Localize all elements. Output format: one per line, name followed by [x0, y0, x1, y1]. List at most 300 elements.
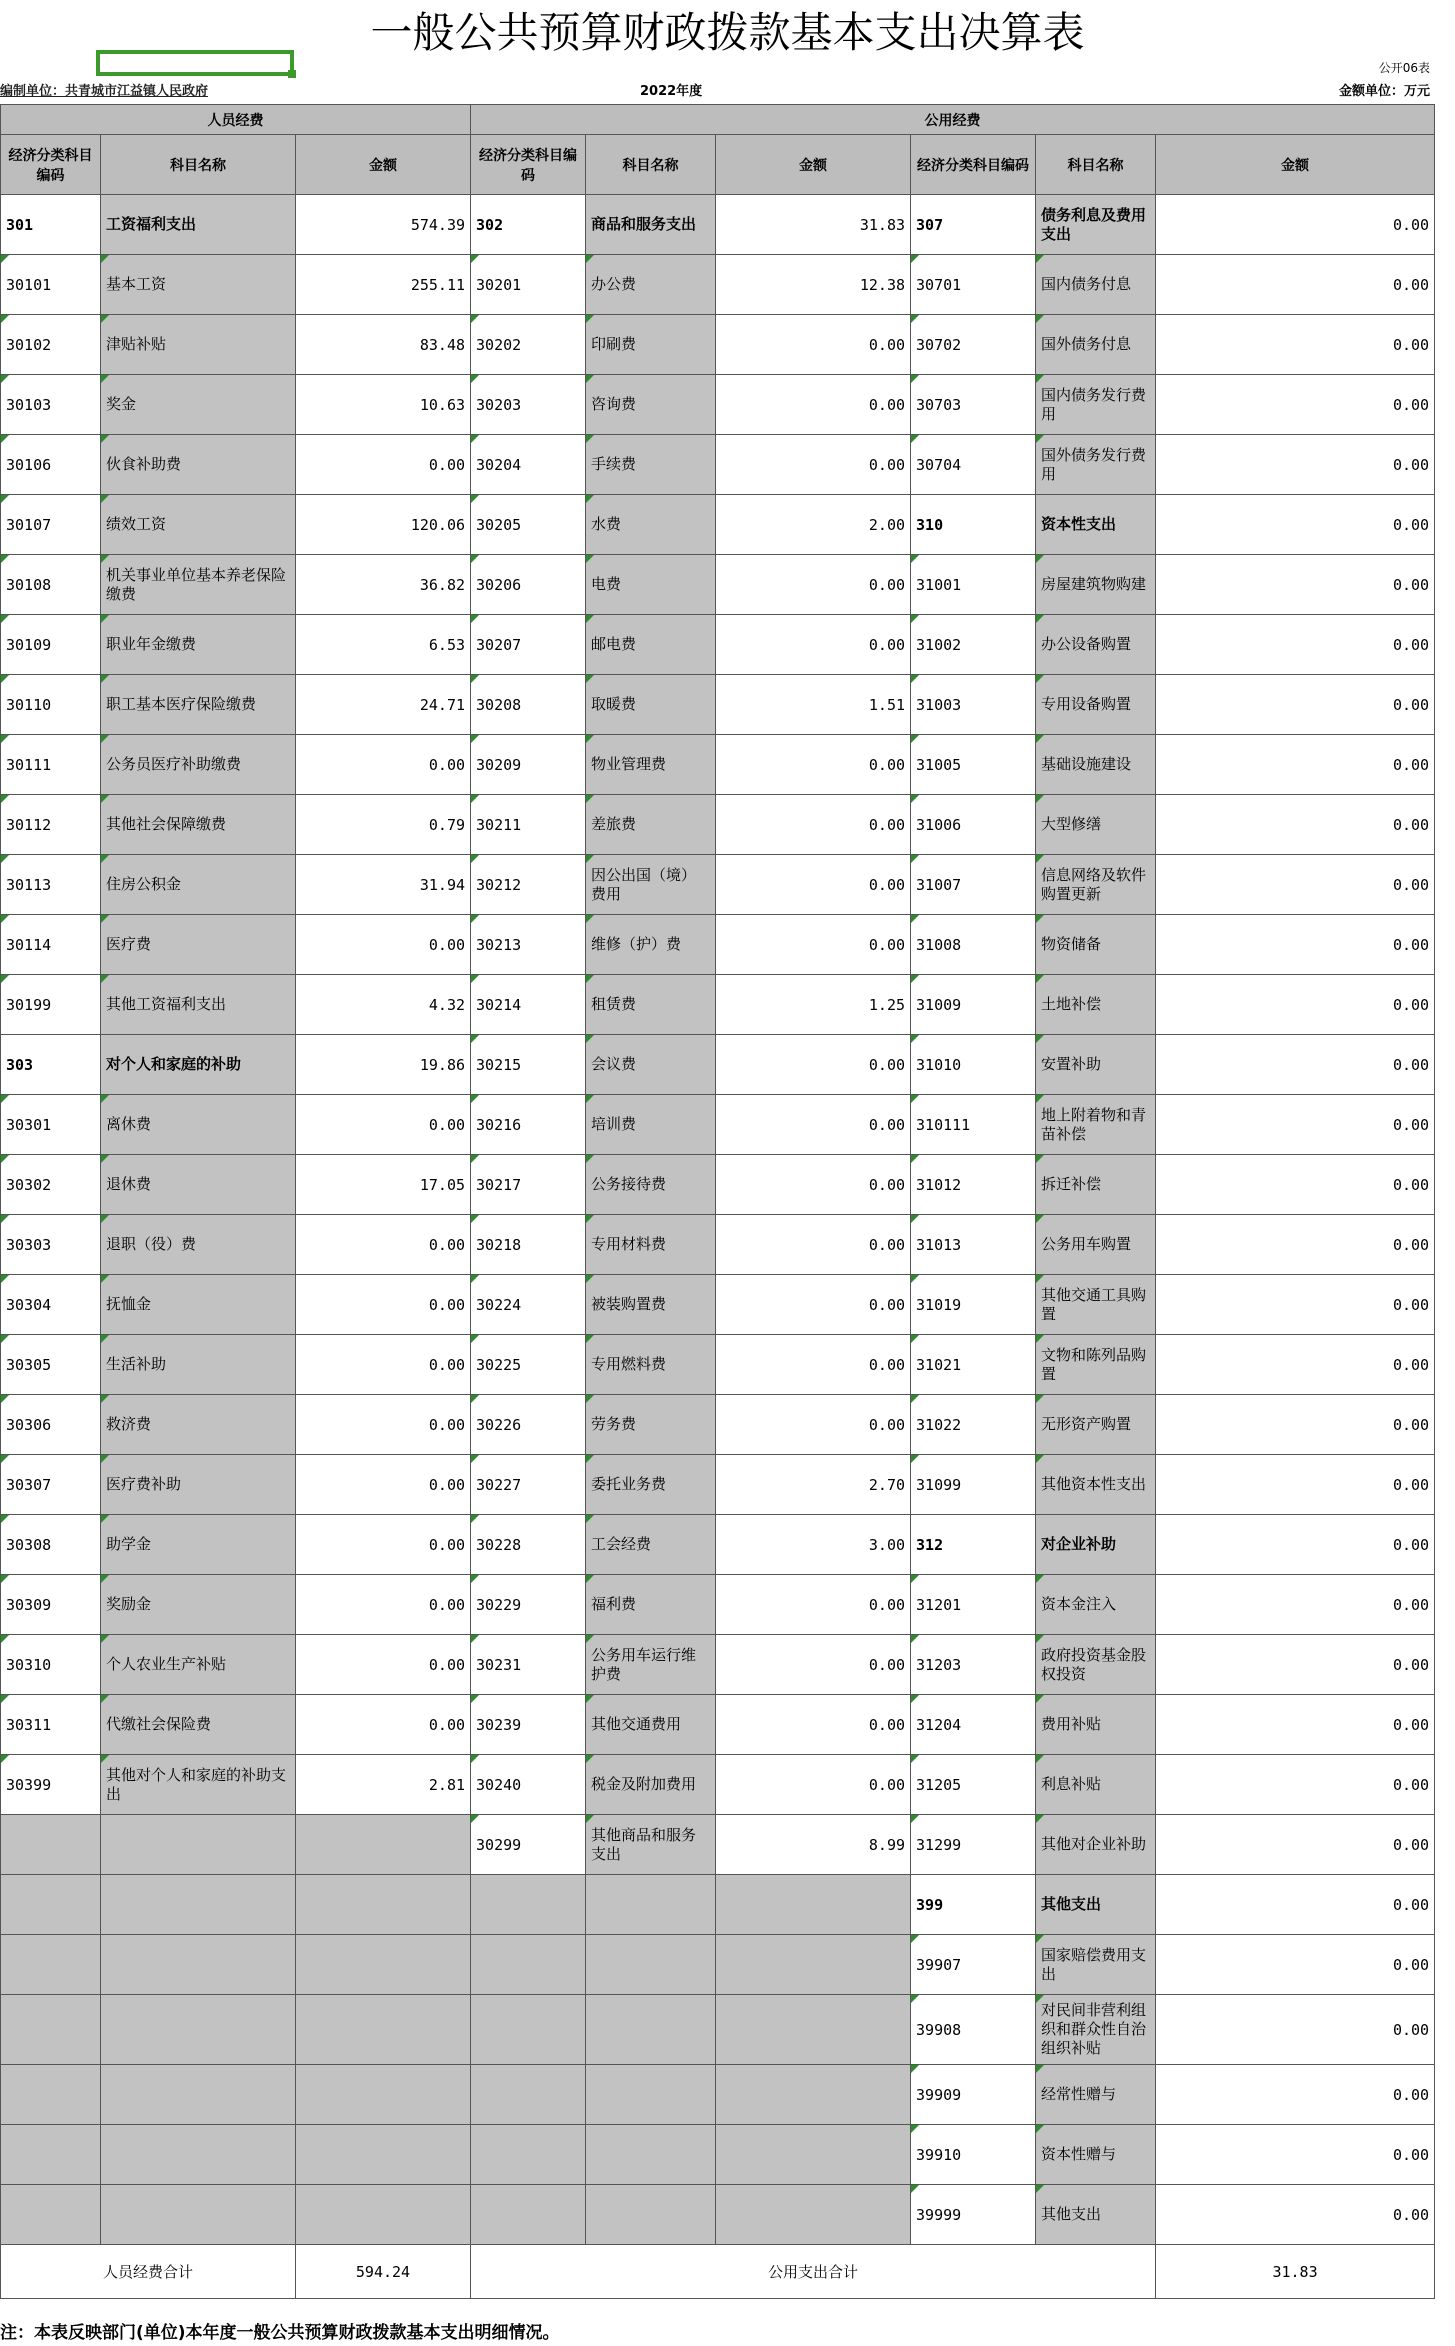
item-name-cell[interactable]: 维修（护）费 [586, 915, 716, 975]
item-name-cell[interactable]: 物业管理费 [586, 735, 716, 795]
amount-cell[interactable]: 0.00 [1156, 1395, 1435, 1455]
amount-cell[interactable]: 17.05 [296, 1155, 471, 1215]
amount-cell[interactable]: 0.00 [716, 855, 911, 915]
amount-cell[interactable]: 0.00 [1156, 195, 1435, 255]
item-name-cell[interactable]: 资本性赠与 [1036, 2125, 1156, 2185]
amount-cell[interactable]: 0.00 [1156, 1215, 1435, 1275]
amount-cell[interactable] [296, 1875, 471, 1935]
code-cell[interactable] [471, 2125, 586, 2185]
amount-cell[interactable] [716, 2125, 911, 2185]
item-name-cell[interactable]: 国内债务发行费用 [1036, 375, 1156, 435]
code-cell[interactable]: 399 [911, 1875, 1036, 1935]
code-cell[interactable]: 30111 [1, 735, 101, 795]
amount-cell[interactable]: 0.00 [716, 375, 911, 435]
amount-cell[interactable]: 0.00 [1156, 975, 1435, 1035]
amount-cell[interactable]: 6.53 [296, 615, 471, 675]
amount-cell[interactable]: 1.25 [716, 975, 911, 1035]
amount-cell[interactable]: 0.79 [296, 795, 471, 855]
amount-cell[interactable]: 0.00 [296, 735, 471, 795]
amount-cell[interactable]: 0.00 [296, 1095, 471, 1155]
code-cell[interactable]: 30399 [1, 1755, 101, 1815]
code-cell[interactable]: 30701 [911, 255, 1036, 315]
code-cell[interactable]: 30208 [471, 675, 586, 735]
item-name-cell[interactable]: 取暖费 [586, 675, 716, 735]
item-name-cell[interactable]: 劳务费 [586, 1395, 716, 1455]
amount-cell[interactable]: 0.00 [296, 1635, 471, 1695]
amount-cell[interactable]: 0.00 [296, 915, 471, 975]
item-name-cell[interactable]: 会议费 [586, 1035, 716, 1095]
code-cell[interactable]: 30103 [1, 375, 101, 435]
amount-cell[interactable]: 0.00 [1156, 1155, 1435, 1215]
amount-cell[interactable]: 0.00 [716, 615, 911, 675]
amount-cell[interactable] [716, 2065, 911, 2125]
code-cell[interactable]: 31201 [911, 1575, 1036, 1635]
code-cell[interactable]: 30306 [1, 1395, 101, 1455]
item-name-cell[interactable]: 土地补偿 [1036, 975, 1156, 1035]
code-cell[interactable]: 31009 [911, 975, 1036, 1035]
amount-cell[interactable] [296, 2125, 471, 2185]
code-cell[interactable]: 30304 [1, 1275, 101, 1335]
item-name-cell[interactable]: 工资福利支出 [101, 195, 296, 255]
item-name-cell[interactable]: 其他商品和服务支出 [586, 1815, 716, 1875]
item-name-cell[interactable]: 机关事业单位基本养老保险缴费 [101, 555, 296, 615]
amount-cell[interactable] [296, 2185, 471, 2245]
amount-cell[interactable]: 0.00 [1156, 1755, 1435, 1815]
item-name-cell[interactable]: 其他交通费用 [586, 1695, 716, 1755]
code-cell[interactable]: 30225 [471, 1335, 586, 1395]
code-cell[interactable]: 30211 [471, 795, 586, 855]
personnel-total-amount[interactable]: 594.24 [296, 2245, 471, 2299]
code-cell[interactable]: 31299 [911, 1815, 1036, 1875]
amount-cell[interactable]: 31.83 [716, 195, 911, 255]
item-name-cell[interactable]: 因公出国（境）费用 [586, 855, 716, 915]
item-name-cell[interactable]: 印刷费 [586, 315, 716, 375]
item-name-cell[interactable]: 拆迁补偿 [1036, 1155, 1156, 1215]
item-name-cell[interactable] [586, 2065, 716, 2125]
amount-cell[interactable]: 83.48 [296, 315, 471, 375]
item-name-cell[interactable]: 被装购置费 [586, 1275, 716, 1335]
item-name-cell[interactable]: 税金及附加费用 [586, 1755, 716, 1815]
item-name-cell[interactable]: 物资储备 [1036, 915, 1156, 975]
code-cell[interactable] [1, 2065, 101, 2125]
amount-cell[interactable]: 2.00 [716, 495, 911, 555]
amount-cell[interactable]: 0.00 [1156, 675, 1435, 735]
item-name-cell[interactable]: 手续费 [586, 435, 716, 495]
item-name-cell[interactable]: 安置补助 [1036, 1035, 1156, 1095]
amount-cell[interactable]: 0.00 [1156, 1695, 1435, 1755]
code-cell[interactable]: 30228 [471, 1515, 586, 1575]
item-name-cell[interactable]: 房屋建筑物购建 [1036, 555, 1156, 615]
code-cell[interactable] [1, 1935, 101, 1995]
code-cell[interactable]: 30204 [471, 435, 586, 495]
item-name-cell[interactable]: 文物和陈列品购置 [1036, 1335, 1156, 1395]
code-cell[interactable]: 30307 [1, 1455, 101, 1515]
amount-cell[interactable]: 0.00 [716, 1755, 911, 1815]
code-cell[interactable]: 30108 [1, 555, 101, 615]
code-cell[interactable] [1, 1875, 101, 1935]
item-name-cell[interactable] [101, 2185, 296, 2245]
code-cell[interactable]: 31021 [911, 1335, 1036, 1395]
amount-cell[interactable]: 0.00 [296, 1395, 471, 1455]
item-name-cell[interactable]: 费用补贴 [1036, 1695, 1156, 1755]
code-cell[interactable]: 30231 [471, 1635, 586, 1695]
item-name-cell[interactable]: 抚恤金 [101, 1275, 296, 1335]
code-cell[interactable]: 312 [911, 1515, 1036, 1575]
amount-cell[interactable]: 0.00 [1156, 1095, 1435, 1155]
code-cell[interactable] [471, 2185, 586, 2245]
item-name-cell[interactable] [101, 1875, 296, 1935]
item-name-cell[interactable] [586, 1995, 716, 2065]
code-cell[interactable]: 30239 [471, 1695, 586, 1755]
amount-cell[interactable]: 0.00 [1156, 915, 1435, 975]
amount-cell[interactable]: 0.00 [1156, 375, 1435, 435]
item-name-cell[interactable]: 对企业补助 [1036, 1515, 1156, 1575]
amount-cell[interactable]: 4.32 [296, 975, 471, 1035]
code-cell[interactable]: 39910 [911, 2125, 1036, 2185]
amount-cell[interactable] [296, 1995, 471, 2065]
amount-cell[interactable]: 0.00 [1156, 255, 1435, 315]
item-name-cell[interactable]: 国内债务付息 [1036, 255, 1156, 315]
item-name-cell[interactable]: 伙食补助费 [101, 435, 296, 495]
item-name-cell[interactable]: 资本金注入 [1036, 1575, 1156, 1635]
item-name-cell[interactable]: 经常性赠与 [1036, 2065, 1156, 2125]
code-cell[interactable]: 30113 [1, 855, 101, 915]
item-name-cell[interactable]: 其他工资福利支出 [101, 975, 296, 1035]
amount-cell[interactable]: 0.00 [1156, 1995, 1435, 2065]
item-name-cell[interactable]: 其他对企业补助 [1036, 1815, 1156, 1875]
item-name-cell[interactable] [586, 1875, 716, 1935]
item-name-cell[interactable]: 工会经费 [586, 1515, 716, 1575]
amount-cell[interactable]: 0.00 [716, 315, 911, 375]
item-name-cell[interactable]: 基本工资 [101, 255, 296, 315]
code-cell[interactable]: 30226 [471, 1395, 586, 1455]
item-name-cell[interactable]: 差旅费 [586, 795, 716, 855]
code-cell[interactable]: 30301 [1, 1095, 101, 1155]
item-name-cell[interactable]: 国外债务发行费用 [1036, 435, 1156, 495]
amount-cell[interactable]: 19.86 [296, 1035, 471, 1095]
item-name-cell[interactable]: 生活补助 [101, 1335, 296, 1395]
amount-cell[interactable]: 0.00 [1156, 1815, 1435, 1875]
item-name-cell[interactable]: 咨询费 [586, 375, 716, 435]
item-name-cell[interactable]: 公务员医疗补助缴费 [101, 735, 296, 795]
item-name-cell[interactable]: 其他资本性支出 [1036, 1455, 1156, 1515]
amount-cell[interactable]: 0.00 [716, 555, 911, 615]
amount-cell[interactable] [716, 1935, 911, 1995]
item-name-cell[interactable]: 基础设施建设 [1036, 735, 1156, 795]
code-cell[interactable]: 302 [471, 195, 586, 255]
amount-cell[interactable]: 574.39 [296, 195, 471, 255]
code-cell[interactable]: 30101 [1, 255, 101, 315]
item-name-cell[interactable]: 离休费 [101, 1095, 296, 1155]
item-name-cell[interactable]: 债务利息及费用支出 [1036, 195, 1156, 255]
item-name-cell[interactable]: 职工基本医疗保险缴费 [101, 675, 296, 735]
code-cell[interactable]: 30107 [1, 495, 101, 555]
amount-cell[interactable]: 0.00 [1156, 855, 1435, 915]
item-name-cell[interactable]: 租赁费 [586, 975, 716, 1035]
code-cell[interactable]: 31006 [911, 795, 1036, 855]
item-name-cell[interactable]: 代缴社会保险费 [101, 1695, 296, 1755]
code-cell[interactable]: 31008 [911, 915, 1036, 975]
amount-cell[interactable]: 0.00 [1156, 1035, 1435, 1095]
item-name-cell[interactable]: 政府投资基金股权投资 [1036, 1635, 1156, 1695]
amount-cell[interactable]: 0.00 [1156, 1635, 1435, 1695]
code-cell[interactable]: 30303 [1, 1215, 101, 1275]
item-name-cell[interactable]: 退休费 [101, 1155, 296, 1215]
code-cell[interactable]: 30207 [471, 615, 586, 675]
item-name-cell[interactable]: 奖金 [101, 375, 296, 435]
amount-cell[interactable]: 0.00 [1156, 1335, 1435, 1395]
amount-cell[interactable]: 0.00 [1156, 795, 1435, 855]
item-name-cell[interactable]: 大型修缮 [1036, 795, 1156, 855]
code-cell[interactable] [1, 2125, 101, 2185]
item-name-cell[interactable]: 退职（役）费 [101, 1215, 296, 1275]
code-cell[interactable]: 30213 [471, 915, 586, 975]
code-cell[interactable]: 310111 [911, 1095, 1036, 1155]
code-cell[interactable]: 30305 [1, 1335, 101, 1395]
amount-cell[interactable]: 0.00 [296, 1515, 471, 1575]
item-name-cell[interactable]: 公务用车购置 [1036, 1215, 1156, 1275]
amount-cell[interactable]: 120.06 [296, 495, 471, 555]
amount-cell[interactable]: 0.00 [1156, 2125, 1435, 2185]
amount-cell[interactable]: 31.94 [296, 855, 471, 915]
code-cell[interactable]: 30114 [1, 915, 101, 975]
code-cell[interactable]: 30310 [1, 1635, 101, 1695]
amount-cell[interactable]: 0.00 [1156, 1875, 1435, 1935]
item-name-cell[interactable]: 福利费 [586, 1575, 716, 1635]
amount-cell[interactable] [296, 1815, 471, 1875]
code-cell[interactable]: 30199 [1, 975, 101, 1035]
amount-cell[interactable]: 0.00 [1156, 495, 1435, 555]
amount-cell[interactable] [716, 2185, 911, 2245]
code-cell[interactable] [1, 1995, 101, 2065]
item-name-cell[interactable]: 其他交通工具购置 [1036, 1275, 1156, 1335]
amount-cell[interactable]: 0.00 [716, 735, 911, 795]
code-cell[interactable]: 31022 [911, 1395, 1036, 1455]
item-name-cell[interactable]: 公务接待费 [586, 1155, 716, 1215]
amount-cell[interactable]: 0.00 [1156, 1515, 1435, 1575]
item-name-cell[interactable]: 邮电费 [586, 615, 716, 675]
amount-cell[interactable]: 0.00 [716, 1035, 911, 1095]
amount-cell[interactable]: 10.63 [296, 375, 471, 435]
item-name-cell[interactable] [101, 1815, 296, 1875]
code-cell[interactable]: 310 [911, 495, 1036, 555]
amount-cell[interactable]: 0.00 [296, 1455, 471, 1515]
amount-cell[interactable]: 0.00 [296, 1215, 471, 1275]
code-cell[interactable] [471, 1935, 586, 1995]
code-cell[interactable]: 30102 [1, 315, 101, 375]
item-name-cell[interactable]: 救济费 [101, 1395, 296, 1455]
item-name-cell[interactable]: 奖励金 [101, 1575, 296, 1635]
code-cell[interactable]: 30215 [471, 1035, 586, 1095]
item-name-cell[interactable]: 助学金 [101, 1515, 296, 1575]
code-cell[interactable]: 30704 [911, 435, 1036, 495]
code-cell[interactable]: 30214 [471, 975, 586, 1035]
amount-cell[interactable]: 0.00 [716, 1695, 911, 1755]
item-name-cell[interactable]: 职业年金缴费 [101, 615, 296, 675]
code-cell[interactable]: 30229 [471, 1575, 586, 1635]
code-cell[interactable]: 31013 [911, 1215, 1036, 1275]
item-name-cell[interactable]: 专用材料费 [586, 1215, 716, 1275]
amount-cell[interactable]: 0.00 [296, 1695, 471, 1755]
amount-cell[interactable]: 0.00 [716, 1155, 911, 1215]
amount-cell[interactable]: 0.00 [716, 1395, 911, 1455]
code-cell[interactable]: 31007 [911, 855, 1036, 915]
amount-cell[interactable]: 36.82 [296, 555, 471, 615]
code-cell[interactable]: 31099 [911, 1455, 1036, 1515]
amount-cell[interactable] [716, 1995, 911, 2065]
code-cell[interactable]: 30110 [1, 675, 101, 735]
amount-cell[interactable]: 0.00 [716, 1095, 911, 1155]
item-name-cell[interactable]: 委托业务费 [586, 1455, 716, 1515]
amount-cell[interactable]: 0.00 [1156, 2065, 1435, 2125]
item-name-cell[interactable]: 国外债务付息 [1036, 315, 1156, 375]
item-name-cell[interactable]: 电费 [586, 555, 716, 615]
item-name-cell[interactable] [101, 1935, 296, 1995]
item-name-cell[interactable] [101, 2065, 296, 2125]
item-name-cell[interactable] [586, 1935, 716, 1995]
amount-cell[interactable]: 0.00 [1156, 2185, 1435, 2245]
code-cell[interactable]: 30703 [911, 375, 1036, 435]
amount-cell[interactable] [716, 1875, 911, 1935]
public-total-amount[interactable]: 31.83 [1156, 2245, 1435, 2299]
code-cell[interactable]: 31012 [911, 1155, 1036, 1215]
amount-cell[interactable]: 0.00 [1156, 615, 1435, 675]
item-name-cell[interactable]: 其他对个人和家庭的补助支出 [101, 1755, 296, 1815]
item-name-cell[interactable]: 其他支出 [1036, 2185, 1156, 2245]
item-name-cell[interactable]: 资本性支出 [1036, 495, 1156, 555]
item-name-cell[interactable]: 其他社会保障缴费 [101, 795, 296, 855]
code-cell[interactable]: 39907 [911, 1935, 1036, 1995]
code-cell[interactable]: 31010 [911, 1035, 1036, 1095]
code-cell[interactable]: 30224 [471, 1275, 586, 1335]
amount-cell[interactable]: 0.00 [716, 1575, 911, 1635]
item-name-cell[interactable] [101, 1995, 296, 2065]
code-cell[interactable]: 30205 [471, 495, 586, 555]
code-cell[interactable]: 31003 [911, 675, 1036, 735]
amount-cell[interactable]: 0.00 [716, 1215, 911, 1275]
amount-cell[interactable]: 0.00 [716, 1635, 911, 1695]
code-cell[interactable]: 30217 [471, 1155, 586, 1215]
item-name-cell[interactable]: 医疗费补助 [101, 1455, 296, 1515]
cell-selection-box[interactable] [96, 50, 294, 76]
code-cell[interactable]: 30202 [471, 315, 586, 375]
item-name-cell[interactable]: 无形资产购置 [1036, 1395, 1156, 1455]
code-cell[interactable]: 30201 [471, 255, 586, 315]
item-name-cell[interactable]: 利息补贴 [1036, 1755, 1156, 1815]
item-name-cell[interactable]: 津贴补贴 [101, 315, 296, 375]
amount-cell[interactable]: 1.51 [716, 675, 911, 735]
code-cell[interactable]: 30702 [911, 315, 1036, 375]
code-cell[interactable]: 30308 [1, 1515, 101, 1575]
item-name-cell[interactable]: 医疗费 [101, 915, 296, 975]
code-cell[interactable]: 30209 [471, 735, 586, 795]
amount-cell[interactable]: 0.00 [296, 1575, 471, 1635]
code-cell[interactable]: 31019 [911, 1275, 1036, 1335]
code-cell[interactable]: 30227 [471, 1455, 586, 1515]
code-cell[interactable]: 30299 [471, 1815, 586, 1875]
item-name-cell[interactable] [586, 2185, 716, 2245]
code-cell[interactable] [1, 1815, 101, 1875]
item-name-cell[interactable]: 办公费 [586, 255, 716, 315]
code-cell[interactable] [1, 2185, 101, 2245]
item-name-cell[interactable]: 专用设备购置 [1036, 675, 1156, 735]
item-name-cell[interactable]: 国家赔偿费用支出 [1036, 1935, 1156, 1995]
amount-cell[interactable]: 0.00 [716, 915, 911, 975]
amount-cell[interactable]: 24.71 [296, 675, 471, 735]
amount-cell[interactable]: 2.81 [296, 1755, 471, 1815]
item-name-cell[interactable]: 对民间非营利组织和群众性自治组织补贴 [1036, 1995, 1156, 2065]
item-name-cell[interactable]: 办公设备购置 [1036, 615, 1156, 675]
code-cell[interactable]: 303 [1, 1035, 101, 1095]
amount-cell[interactable]: 0.00 [296, 1335, 471, 1395]
code-cell[interactable] [471, 1875, 586, 1935]
amount-cell[interactable] [296, 1935, 471, 1995]
code-cell[interactable] [471, 2065, 586, 2125]
item-name-cell[interactable]: 专用燃料费 [586, 1335, 716, 1395]
item-name-cell[interactable] [101, 2125, 296, 2185]
amount-cell[interactable]: 0.00 [1156, 555, 1435, 615]
item-name-cell[interactable]: 个人农业生产补贴 [101, 1635, 296, 1695]
amount-cell[interactable]: 0.00 [1156, 1455, 1435, 1515]
item-name-cell[interactable]: 绩效工资 [101, 495, 296, 555]
code-cell[interactable]: 39999 [911, 2185, 1036, 2245]
item-name-cell[interactable]: 对个人和家庭的补助 [101, 1035, 296, 1095]
amount-cell[interactable] [296, 2065, 471, 2125]
amount-cell[interactable]: 0.00 [296, 435, 471, 495]
fill-handle[interactable] [288, 70, 296, 78]
amount-cell[interactable]: 0.00 [1156, 1575, 1435, 1635]
amount-cell[interactable]: 0.00 [716, 435, 911, 495]
code-cell[interactable]: 30206 [471, 555, 586, 615]
code-cell[interactable]: 31205 [911, 1755, 1036, 1815]
code-cell[interactable]: 30311 [1, 1695, 101, 1755]
code-cell[interactable]: 307 [911, 195, 1036, 255]
code-cell[interactable]: 30203 [471, 375, 586, 435]
code-cell[interactable]: 30112 [1, 795, 101, 855]
amount-cell[interactable]: 8.99 [716, 1815, 911, 1875]
code-cell[interactable] [471, 1995, 586, 2065]
amount-cell[interactable]: 0.00 [1156, 435, 1435, 495]
amount-cell[interactable]: 0.00 [1156, 1275, 1435, 1335]
amount-cell[interactable]: 0.00 [716, 1335, 911, 1395]
code-cell[interactable]: 39909 [911, 2065, 1036, 2125]
amount-cell[interactable]: 2.70 [716, 1455, 911, 1515]
item-name-cell[interactable]: 水费 [586, 495, 716, 555]
amount-cell[interactable]: 12.38 [716, 255, 911, 315]
amount-cell[interactable]: 0.00 [1156, 315, 1435, 375]
code-cell[interactable]: 31005 [911, 735, 1036, 795]
code-cell[interactable]: 301 [1, 195, 101, 255]
amount-cell[interactable]: 0.00 [716, 1275, 911, 1335]
amount-cell[interactable]: 3.00 [716, 1515, 911, 1575]
amount-cell[interactable]: 255.11 [296, 255, 471, 315]
code-cell[interactable]: 30218 [471, 1215, 586, 1275]
code-cell[interactable]: 30302 [1, 1155, 101, 1215]
amount-cell[interactable]: 0.00 [296, 1275, 471, 1335]
item-name-cell[interactable]: 培训费 [586, 1095, 716, 1155]
code-cell[interactable]: 30106 [1, 435, 101, 495]
code-cell[interactable]: 30216 [471, 1095, 586, 1155]
code-cell[interactable]: 30109 [1, 615, 101, 675]
code-cell[interactable]: 31002 [911, 615, 1036, 675]
amount-cell[interactable]: 0.00 [1156, 735, 1435, 795]
code-cell[interactable]: 31204 [911, 1695, 1036, 1755]
code-cell[interactable]: 31001 [911, 555, 1036, 615]
item-name-cell[interactable]: 商品和服务支出 [586, 195, 716, 255]
code-cell[interactable]: 31203 [911, 1635, 1036, 1695]
item-name-cell[interactable]: 其他支出 [1036, 1875, 1156, 1935]
item-name-cell[interactable]: 地上附着物和青苗补偿 [1036, 1095, 1156, 1155]
